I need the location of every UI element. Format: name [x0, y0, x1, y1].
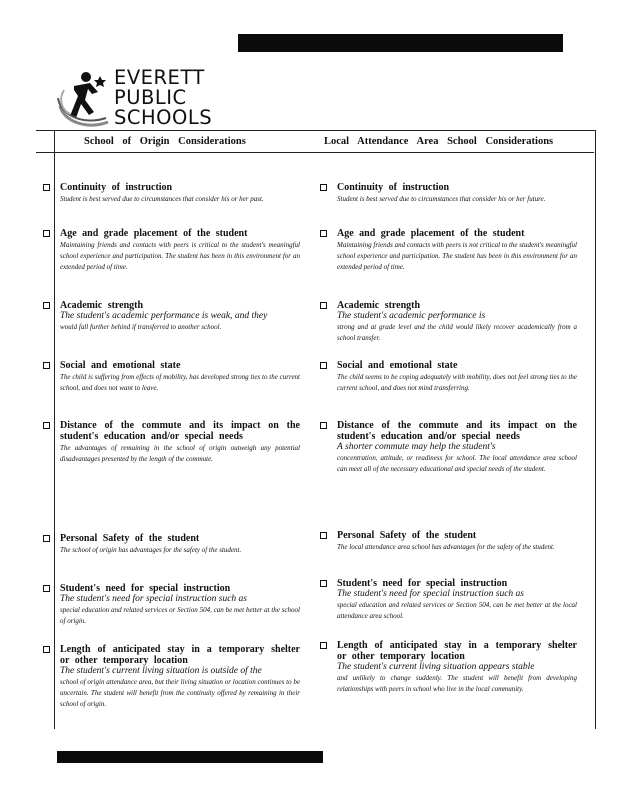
checkbox-bullet-icon: [43, 535, 50, 542]
consideration-item: [60, 583, 300, 627]
item-description: Student is best served due to circumstances that consider his or her past.: [60, 195, 264, 203]
consideration-item: [60, 644, 300, 710]
consideration-item: [60, 420, 300, 465]
checkbox-bullet-icon: [320, 422, 327, 429]
consideration-item: [337, 228, 577, 273]
item-title: Distance of the commute and its impact on the student's education and/or special needs: [60, 420, 300, 442]
header-rule-left: [36, 130, 54, 131]
item-title: Academic strength: [60, 300, 144, 311]
item-description: The school of origin has advantages for the safety of the student.: [60, 546, 242, 554]
logo-line-1: EVERETT: [114, 66, 205, 89]
redaction-bar-bottom: [57, 751, 323, 763]
consideration-item: [60, 182, 300, 205]
item-description: strong and at grade level and the child would likely recover academically from a school transfer.: [337, 323, 577, 342]
checkbox-bullet-icon: [320, 230, 327, 237]
item-description: special education and related services or Section 504, can be met better at the school of origin.: [60, 606, 300, 625]
checkbox-bullet-icon: [43, 585, 50, 592]
consideration-item: [337, 300, 577, 344]
checkbox-bullet-icon: [43, 646, 50, 653]
item-description: The child seems to be coping adequately with mobility, does not feel strong ties to the current school, and does not mind transferring.: [337, 373, 577, 392]
consideration-item: [60, 533, 300, 556]
item-lead: The student's current living situation appears stable: [337, 662, 535, 672]
redaction-bar-top: [238, 34, 563, 52]
consideration-item: [337, 360, 577, 394]
item-title: Age and grade placement of the student: [337, 228, 525, 239]
checkbox-bullet-icon: [320, 362, 327, 369]
item-title: Student's need for special instruction: [60, 583, 231, 594]
logo-line-3: SCHOOLS: [114, 106, 213, 129]
checkbox-bullet-icon: [320, 580, 327, 587]
consideration-item: [337, 420, 577, 475]
item-title: Academic strength: [337, 300, 421, 311]
item-title: Social and emotional state: [337, 360, 458, 371]
item-description: concentration, attitude, or readiness for school. The local attendance area school can meet all of the necessary educational and special needs of the student.: [337, 454, 577, 473]
item-title: Length of anticipated stay in a temporary shelter or other temporary location: [60, 644, 300, 666]
item-description: special education and related services or Section 504, can be met better at the local attendance area school.: [337, 601, 577, 620]
checkbox-bullet-icon: [43, 230, 50, 237]
checkbox-bullet-icon: [320, 302, 327, 309]
runner-swoosh-icon: [56, 70, 112, 132]
item-title: Personal Safety of the student: [337, 530, 477, 541]
item-title: Personal Safety of the student: [60, 533, 200, 544]
consideration-item: [60, 300, 300, 333]
checkbox-bullet-icon: [43, 362, 50, 369]
consideration-item: [337, 530, 577, 553]
consideration-item: [337, 578, 577, 622]
item-description: school of origin attendance area, but their living situation or location continues to be uncertain. The student will benefit from the continuity offered by remaining in their school of origin.: [60, 678, 300, 708]
item-description: Maintaining friends and contacts with peers is critical to the student's meaningful school experience and participation. The student has been in this environment for an extended period of time.: [60, 241, 300, 271]
checkbox-bullet-icon: [43, 302, 50, 309]
column-header-local: Local Attendance Area School Considerations: [324, 136, 554, 147]
item-description: Student is best served due to circumstances that consider his or her future.: [337, 195, 546, 203]
item-description: would fall further behind if transferred to another school.: [60, 323, 222, 331]
consideration-item: [337, 640, 577, 695]
consideration-item: [337, 182, 577, 205]
item-lead: The student's academic performance is: [337, 311, 486, 321]
column-header-origin: School of Origin Considerations: [84, 136, 246, 147]
item-lead: The student's academic performance is weak, and they: [60, 311, 268, 321]
item-title: Student's need for special instruction: [337, 578, 508, 589]
item-description: The advantages of remaining in the school of origin outweigh any potential disadvantages presented by the length of the commute.: [60, 444, 300, 463]
district-name: [114, 68, 212, 128]
item-lead: The student's current living situation is outside of the: [60, 666, 262, 676]
item-title: Social and emotional state: [60, 360, 181, 371]
item-title: Distance of the commute and its impact on the student's education and/or special needs: [337, 420, 577, 442]
item-lead: The student's need for special instruction such as: [60, 594, 248, 604]
district-logo: [56, 68, 216, 134]
header-rule: [36, 152, 594, 153]
checkbox-bullet-icon: [320, 642, 327, 649]
item-lead: A shorter commute may help the student's: [337, 442, 496, 452]
item-title: Length of anticipated stay in a temporary shelter or other temporary location: [337, 640, 577, 662]
checkbox-bullet-icon: [43, 184, 50, 191]
item-description: The child is suffering from effects of mobility, has developed strong ties to the current school, and does not want to leave.: [60, 373, 300, 392]
consideration-item: [60, 228, 300, 273]
item-title: Continuity of instruction: [60, 182, 173, 193]
checkbox-bullet-icon: [320, 184, 327, 191]
item-title: Age and grade placement of the student: [60, 228, 248, 239]
checkbox-bullet-icon: [320, 532, 327, 539]
logo-line-2: PUBLIC: [114, 86, 187, 109]
item-description: The local attendance area school has advantages for the safety of the student.: [337, 543, 555, 551]
item-title: Continuity of instruction: [337, 182, 450, 193]
item-description: and unlikely to change suddenly. The student will benefit from developing relationships with peers in school who live in the local community.: [337, 674, 577, 693]
item-lead: The student's need for special instruction such as: [337, 589, 525, 599]
item-description: Maintaining friends and contacts with peers is not critical to the student's meaningful school experience and participation. The student has been in this environment for an extended period of time.: [337, 241, 577, 271]
checkbox-bullet-icon: [43, 422, 50, 429]
consideration-item: [60, 360, 300, 394]
